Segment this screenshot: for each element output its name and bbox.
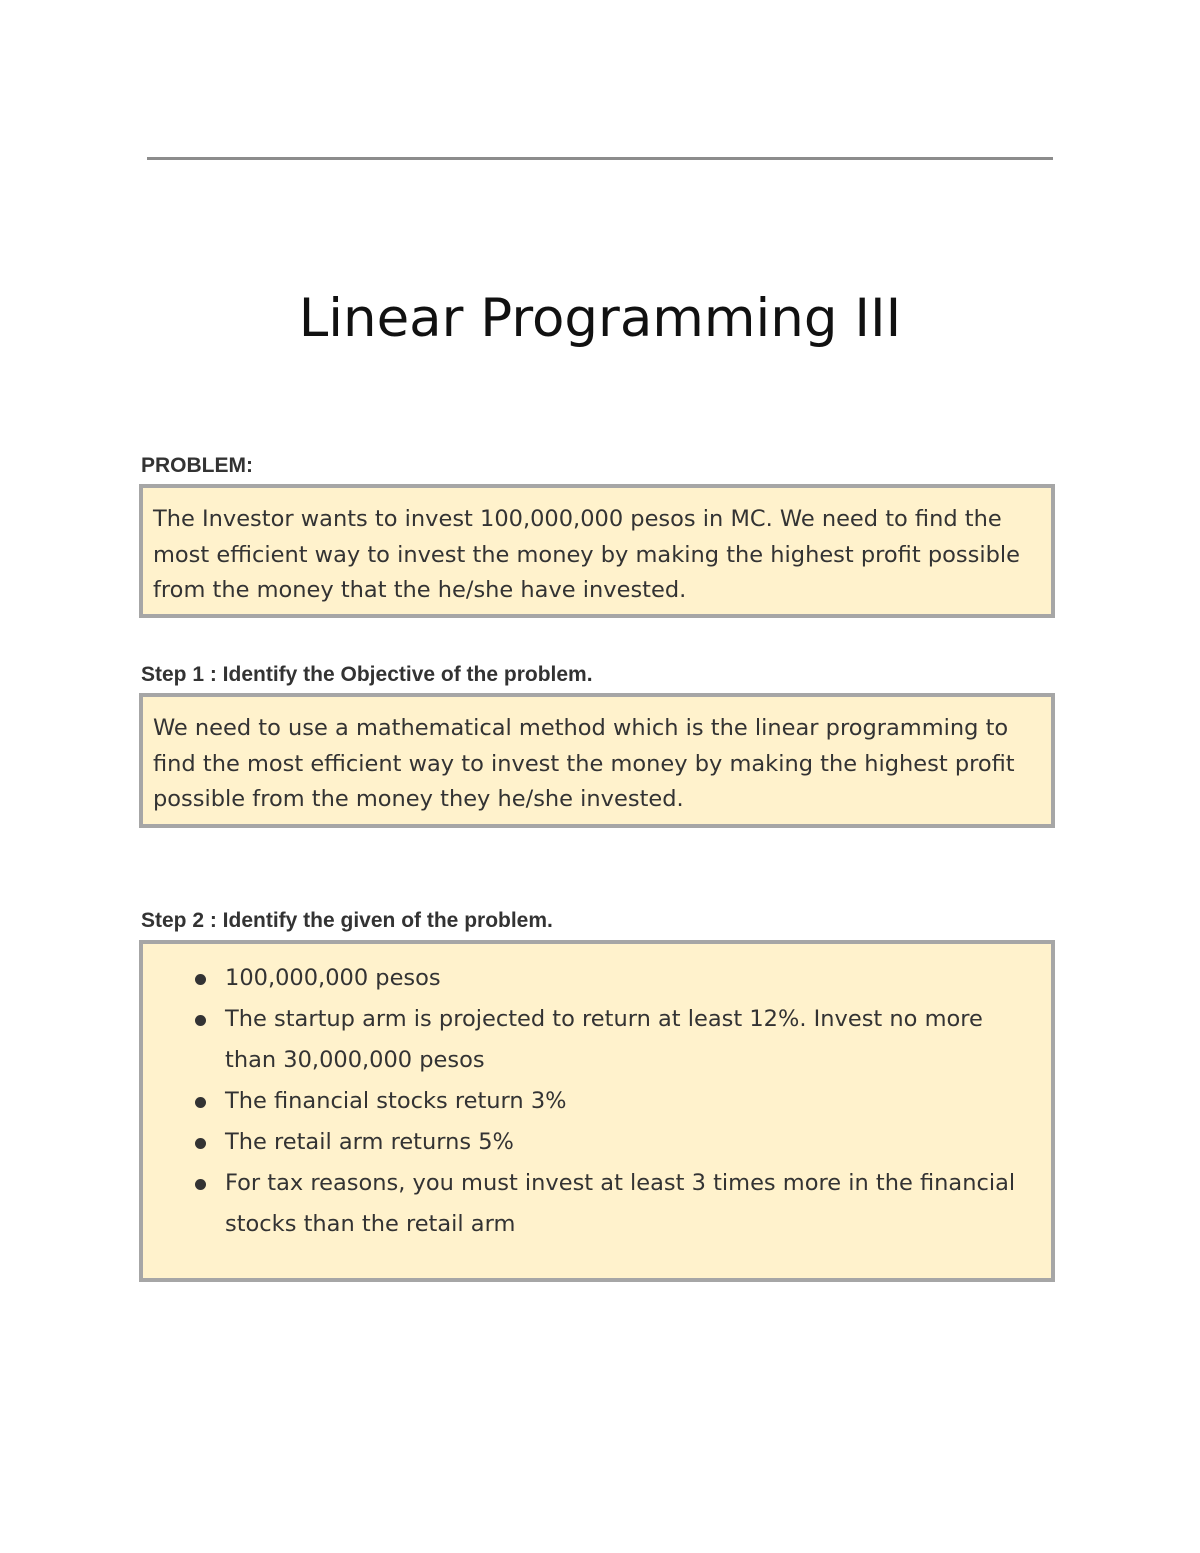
list-item-text: For tax reasons, you must invest at least 3 times more in the financial stocks than the retail arm [225,1170,1016,1237]
list-item [153,999,1041,1081]
bullet-icon [195,1138,206,1149]
list-item-text: 100,000,000 pesos [225,965,441,991]
step1-text: We need to use a mathematical method which is the linear programming to find the most efficient way to invest the money by making the highest profit possible from the money they he/she invested. [153,715,1015,812]
list-item [153,1081,1041,1122]
given-list [143,944,1051,1245]
problem-box [139,484,1055,618]
list-item [153,958,1041,999]
problem-label: PROBLEM: [141,454,253,477]
step2-box [139,940,1055,1282]
step2-label: Step 2 : Identify the given of the problem. [141,909,553,932]
bullet-icon [195,974,206,985]
problem-text: The Investor wants to invest 100,000,000 pesos in MC. We need to find the most efficient way to invest the money by making the highest profit possible from the money that the he/she have invested. [153,506,1020,603]
list-item-text: The financial stocks return 3% [225,1088,567,1114]
bullet-icon [195,1097,206,1108]
step1-label: Step 1 : Identify the Objective of the problem. [141,663,593,686]
list-item [153,1122,1041,1163]
step1-box [139,693,1055,828]
list-item-text: The retail arm returns 5% [225,1129,514,1155]
page-title: Linear Programming III [298,288,902,349]
bullet-icon [195,1179,206,1190]
list-item [153,1163,1041,1245]
header-rule [147,157,1053,160]
list-item-text: The startup arm is projected to return at least 12%. Invest no more than 30,000,000 pesos [225,1006,983,1073]
bullet-icon [195,1015,206,1026]
